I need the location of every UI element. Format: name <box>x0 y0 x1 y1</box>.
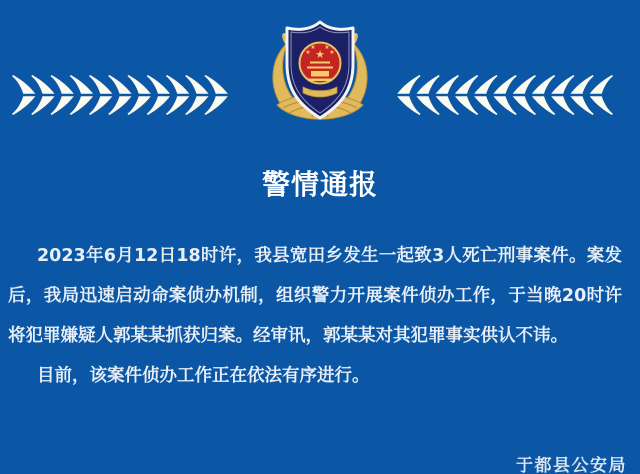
police-badge-icon <box>265 18 375 130</box>
svg-text:★: ★ <box>329 49 335 56</box>
chevron-right-decoration <box>12 75 228 115</box>
notice-paragraph-1: 2023年6月12日18时许，我县宽田乡发生一起致3人死亡刑事案件。案发后，我局迅速启动命案侦办机制，组织警力开展案件侦办工作，于当晚20时许将犯罪嫌疑人郭某某抓获归案。经审讯，郭某某对其犯罪事实供认不讳。 <box>8 246 622 346</box>
svg-text:★: ★ <box>324 44 330 51</box>
svg-text:★: ★ <box>310 44 316 51</box>
signature: 于都县公安局 <box>516 456 627 474</box>
notice-title: 警情通报 <box>261 170 378 201</box>
svg-text:★: ★ <box>315 48 325 61</box>
chevron-left-decoration <box>397 75 613 115</box>
svg-text:★: ★ <box>305 49 311 56</box>
notice-paragraph-2: 目前，该案件侦办工作正在依法有序进行。 <box>37 366 370 386</box>
notice-body <box>8 236 622 396</box>
